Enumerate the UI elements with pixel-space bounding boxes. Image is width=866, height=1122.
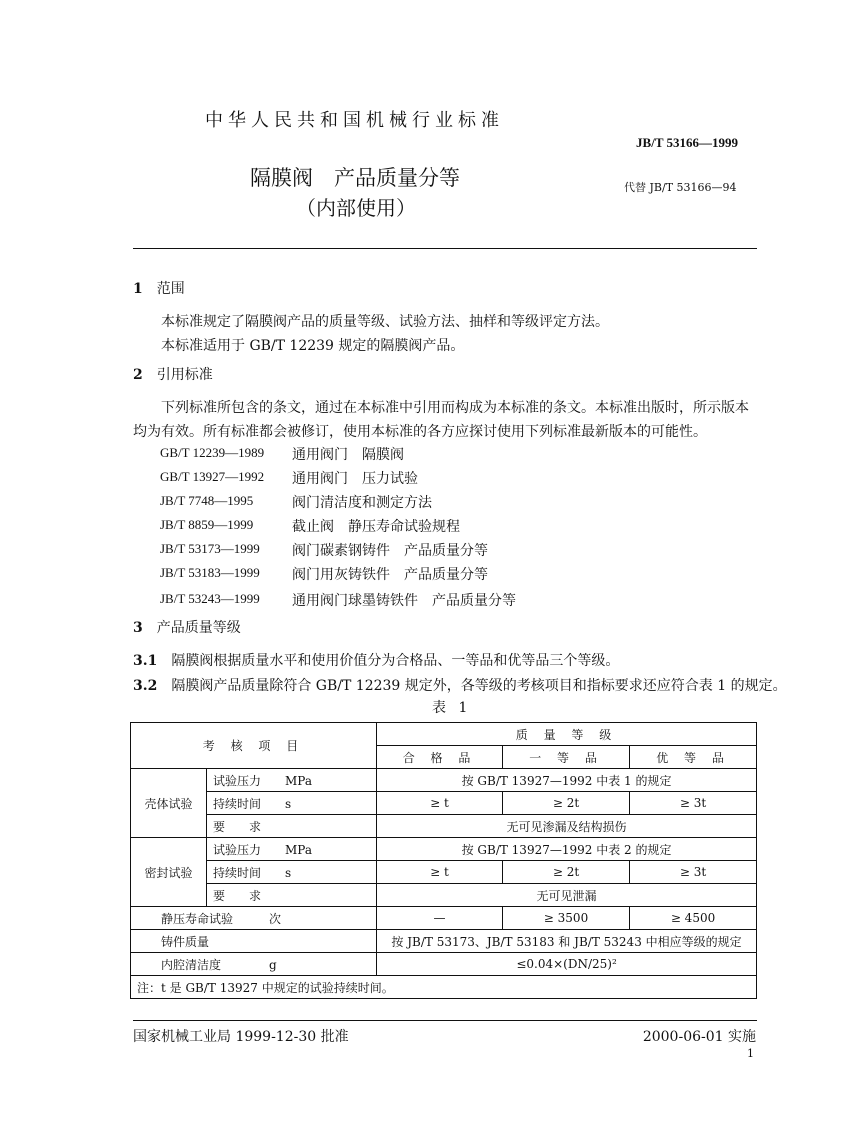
quality-grade-table xyxy=(130,722,757,999)
ref-code: JB/T 53243—1999 xyxy=(160,591,260,606)
clause-text: 隔膜阀产品质量除符合 GB/T 12239 规定外，各等级的考核项目和指标要求还应符合表 1 的规定。 xyxy=(171,678,787,694)
section-1-para-1: 本标准规定了隔膜阀产品的质量等级、试验方法、抽样和等级评定方法。 xyxy=(161,314,609,330)
duration-qualified: ≥ t xyxy=(377,792,503,815)
ref-code: JB/T 7748—1995 xyxy=(160,493,254,508)
header-grade: 质 量 等 级 xyxy=(377,723,757,746)
section-title: 引用标准 xyxy=(156,367,213,383)
ref-title: 通用阀门 隔膜阀 xyxy=(292,447,404,463)
duration-superior: ≥ 3t xyxy=(630,792,757,815)
cleanliness-value: ≤0.04×(DN/25)² xyxy=(377,953,757,976)
section-2-para: 下列标准所包含的条文，通过在本标准中引用而构成为本标准的条文。本标准出版时，所示版本均为有效。所有标准都会被修订，使用本标准的各方应探讨使用下列标准最新版本的可能性。 xyxy=(133,400,749,440)
ref-title: 阀门碳素钢铸件 产品质量分等 xyxy=(292,543,488,559)
casting-quality-label: 铸件质量 xyxy=(131,930,377,953)
ref-title: 阀门用灰铸铁件 产品质量分等 xyxy=(292,567,488,583)
section-1-heading xyxy=(133,278,185,298)
clause-text: 隔膜阀根据质量水平和使用价值分为合格品、一等品和优等品三个等级。 xyxy=(171,653,620,669)
header-divider xyxy=(133,248,757,249)
ref-code: GB/T 12239—1989 xyxy=(160,445,265,460)
ref-title: 截止阀 静压寿命试验规程 xyxy=(292,519,460,535)
test-pressure-label: 试验压力 MPa xyxy=(207,769,377,792)
section-number: 3 xyxy=(133,620,143,636)
header-superior: 优 等 品 xyxy=(630,746,757,769)
clause-number: 3.1 xyxy=(133,653,158,669)
clause-number: 3.2 xyxy=(133,678,158,694)
cleanliness-label: 内腔清洁度 g xyxy=(131,953,377,976)
duration-qualified: ≥ t xyxy=(377,861,503,884)
implementation-date: 2000-06-01 实施 xyxy=(642,1029,756,1045)
section-title: 范围 xyxy=(156,281,185,297)
duration-first-class: ≥ 2t xyxy=(503,861,630,884)
duration-superior: ≥ 3t xyxy=(630,861,757,884)
section-number: 1 xyxy=(133,281,143,297)
requirement-label: 要 求 xyxy=(207,815,377,838)
ref-code: GB/T 13927—1992 xyxy=(160,469,265,484)
shell-requirement-value: 无可见渗漏及结构损伤 xyxy=(377,815,757,838)
test-pressure-label: 试验压力 MPa xyxy=(207,838,377,861)
table-note: 注：t 是 GB/T 13927 中规定的试验持续时间。 xyxy=(131,976,757,999)
table-caption: 表 1 xyxy=(432,700,472,716)
seal-pressure-value: 按 GB/T 13927—1992 中表 2 的规定 xyxy=(377,838,757,861)
clause-3-2 xyxy=(133,675,787,695)
section-3-heading xyxy=(133,617,241,637)
header-first-class: 一 等 品 xyxy=(503,746,630,769)
seal-requirement-value: 无可见泄漏 xyxy=(377,884,757,907)
requirement-label: 要 求 xyxy=(207,884,377,907)
document-title: 隔膜阀 产品质量分等 xyxy=(250,166,460,190)
life-first-class: ≥ 3500 xyxy=(503,907,630,930)
clause-3-1 xyxy=(133,650,619,670)
ref-title: 通用阀门 压力试验 xyxy=(292,471,418,487)
section-title: 产品质量等级 xyxy=(156,620,241,636)
page-number: 1 xyxy=(747,1047,754,1060)
ref-code: JB/T 53183—1999 xyxy=(160,565,260,580)
ref-code: JB/T 53173—1999 xyxy=(160,541,260,556)
ref-title: 阀门清洁度和测定方法 xyxy=(292,495,432,511)
header-qualified: 合 格 品 xyxy=(377,746,503,769)
duration-label: 持续时间 s xyxy=(207,861,377,884)
section-2-heading xyxy=(133,364,213,384)
shell-pressure-value: 按 GB/T 13927—1992 中表 1 的规定 xyxy=(377,769,757,792)
life-qualified: — xyxy=(377,907,503,930)
ref-code: JB/T 8859—1999 xyxy=(160,517,254,532)
casting-quality-value: 按 JB/T 53173、JB/T 53183 和 JB/T 53243 中相应等级的规定 xyxy=(377,930,757,953)
section-number: 2 xyxy=(133,367,143,383)
replaces-standard: 代替 JB/T 53166—94 xyxy=(624,181,737,194)
approval-info: 国家机械工业局 1999-12-30 批准 xyxy=(133,1029,349,1045)
standard-code: JB/T 53166—1999 xyxy=(636,135,738,150)
footer-divider xyxy=(133,1020,757,1021)
section-1-para-2: 本标准适用于 GB/T 12239 规定的隔膜阀产品。 xyxy=(161,338,465,354)
static-life-label: 静压寿命试验 次 xyxy=(131,907,377,930)
document-subtitle: （内部使用） xyxy=(296,196,416,220)
duration-first-class: ≥ 2t xyxy=(503,792,630,815)
duration-label: 持续时间 s xyxy=(207,792,377,815)
life-superior: ≥ 4500 xyxy=(630,907,757,930)
header-item: 考 核 项 目 xyxy=(131,723,377,769)
issuing-organization: 中华人民共和国机械行业标准 xyxy=(205,110,504,131)
seal-test-label: 密封试验 xyxy=(131,838,207,907)
shell-test-label: 壳体试验 xyxy=(131,769,207,838)
ref-title: 通用阀门球墨铸铁件 产品质量分等 xyxy=(292,593,516,609)
